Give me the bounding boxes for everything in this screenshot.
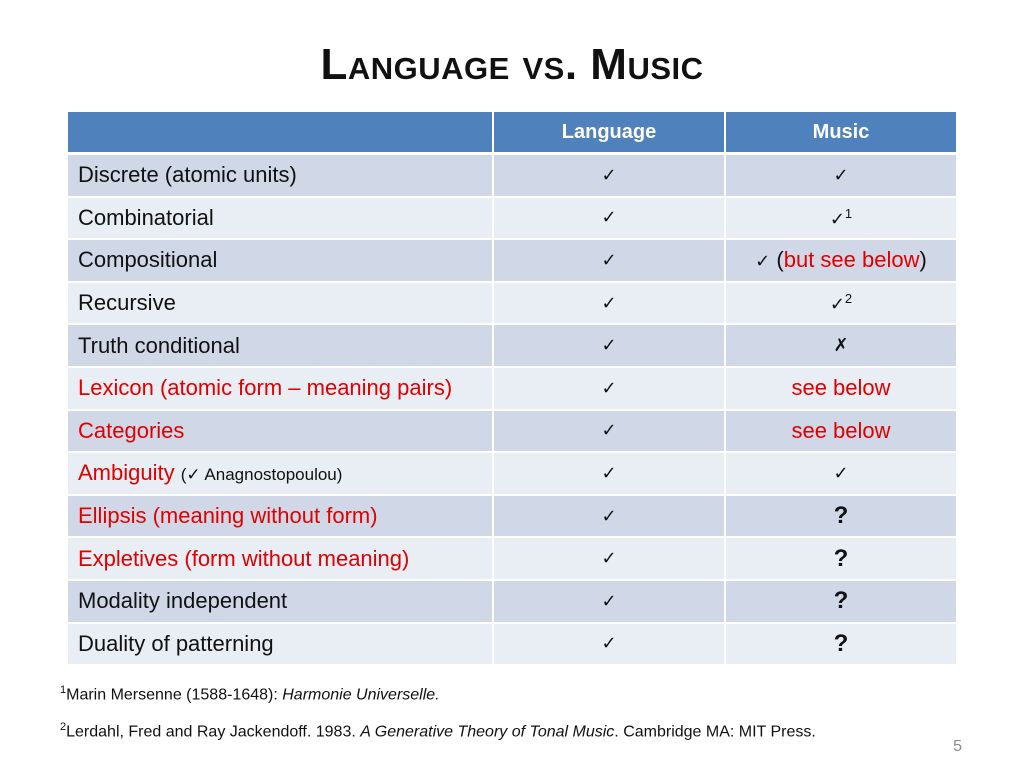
feature-label: Lexicon (atomic form – meaning pairs) (78, 375, 453, 401)
language-cell (493, 410, 725, 453)
music-cell (725, 324, 956, 367)
footnote-2: $^2$Lerdahl, Fred and Ray Jackendoff. 1983. A Generative Theory of Tonal Music. Cambridge MA: MIT Press. (60, 721, 816, 741)
music-cell (725, 452, 956, 495)
language-mark: ✓ (601, 292, 617, 313)
music-cell (725, 154, 956, 197)
music-cell (725, 537, 956, 580)
page-number: 5 (953, 738, 962, 755)
table-row (68, 452, 956, 495)
music-mark: ✗ (833, 335, 849, 356)
feature-label: Categories (78, 417, 185, 443)
feature-label: Discrete (atomic units) (78, 162, 297, 188)
language-mark: ✓ (601, 548, 617, 569)
music-cell (725, 367, 956, 410)
language-mark: ✓ (601, 633, 617, 654)
feature-cell (68, 324, 493, 367)
music-mark: ✓ (833, 462, 849, 483)
feature-label: Recursive (78, 290, 176, 316)
music-mark: ? (833, 587, 849, 615)
music-mark: ? (833, 629, 849, 657)
music-mark: see below (791, 417, 891, 443)
footnote-1: $^1$Marin Mersenne (1588-1648): Harmonie Universelle. (60, 684, 440, 704)
slide-title: Language vs. Music (320, 40, 704, 89)
feature-cell (68, 452, 493, 495)
language-cell (493, 239, 725, 282)
music-mark: ? (833, 544, 849, 572)
table-row (68, 197, 956, 240)
music-mark: ? (833, 502, 849, 530)
feature-cell (68, 623, 493, 665)
table-row (68, 580, 956, 623)
paren-open: ( (770, 247, 784, 273)
feature-label: Ambiguity (78, 460, 175, 486)
feature-label: Expletives (form without meaning) (78, 545, 410, 571)
music-cell (725, 580, 956, 623)
table-header-row (68, 112, 956, 154)
language-mark: ✓ (601, 207, 617, 228)
feature-cell (68, 495, 493, 538)
language-mark: ✓ (601, 420, 617, 441)
table-row (68, 623, 956, 665)
table-row (68, 239, 956, 282)
paren-close: ) (919, 247, 927, 273)
table-row (68, 410, 956, 453)
language-cell (493, 537, 725, 580)
language-cell (493, 282, 725, 325)
language-mark: ✓ (601, 505, 617, 526)
music-cell (725, 410, 956, 453)
language-mark: ✓ (601, 164, 617, 185)
music-cell (725, 495, 956, 538)
music-cell (725, 282, 956, 325)
language-mark: ✓ (601, 249, 617, 270)
music-cell (725, 623, 956, 665)
table-row (68, 324, 956, 367)
language-mark: ✓ (601, 377, 617, 398)
feature-cell (68, 282, 493, 325)
language-cell (493, 367, 725, 410)
comparison-table (68, 112, 956, 664)
header-language: Language (493, 112, 725, 154)
language-mark: ✓ (601, 335, 617, 356)
feature-label: Compositional (78, 247, 218, 273)
feature-cell (68, 154, 493, 197)
music-footnote-ref: 2 (844, 291, 853, 307)
header-feature (68, 112, 493, 154)
feature-note: (✓ Anagnostopoulou) (180, 465, 343, 485)
music-mark: ✓ (833, 164, 849, 185)
table-row (68, 154, 956, 197)
feature-label: Truth conditional (78, 332, 240, 358)
language-cell (493, 154, 725, 197)
music-cell (725, 239, 956, 282)
music-mark: ✓ (829, 208, 845, 229)
header-music: Music (725, 112, 956, 154)
feature-cell (68, 537, 493, 580)
footnotes (60, 674, 816, 749)
table-row (68, 495, 956, 538)
language-cell (493, 452, 725, 495)
music-note: but see below (783, 247, 920, 273)
language-cell (493, 623, 725, 665)
music-mark: ✓ (755, 251, 771, 272)
music-cell (725, 197, 956, 240)
music-mark: see below (791, 375, 891, 401)
language-cell (493, 580, 725, 623)
language-cell (493, 495, 725, 538)
feature-cell (68, 197, 493, 240)
table-row (68, 367, 956, 410)
language-cell (493, 324, 725, 367)
feature-label: Ellipsis (meaning without form) (78, 503, 378, 529)
language-cell (493, 197, 725, 240)
language-mark: ✓ (601, 590, 617, 611)
music-mark: ✓ (829, 294, 845, 315)
feature-cell (68, 410, 493, 453)
feature-label: Duality of patterning (78, 630, 274, 656)
feature-cell (68, 580, 493, 623)
music-footnote-ref: 1 (844, 205, 853, 221)
feature-label: Combinatorial (78, 204, 214, 230)
feature-cell (68, 239, 493, 282)
feature-label: Modality independent (78, 588, 288, 614)
feature-cell (68, 367, 493, 410)
language-mark: ✓ (601, 462, 617, 483)
table-row (68, 282, 956, 325)
table-row (68, 537, 956, 580)
